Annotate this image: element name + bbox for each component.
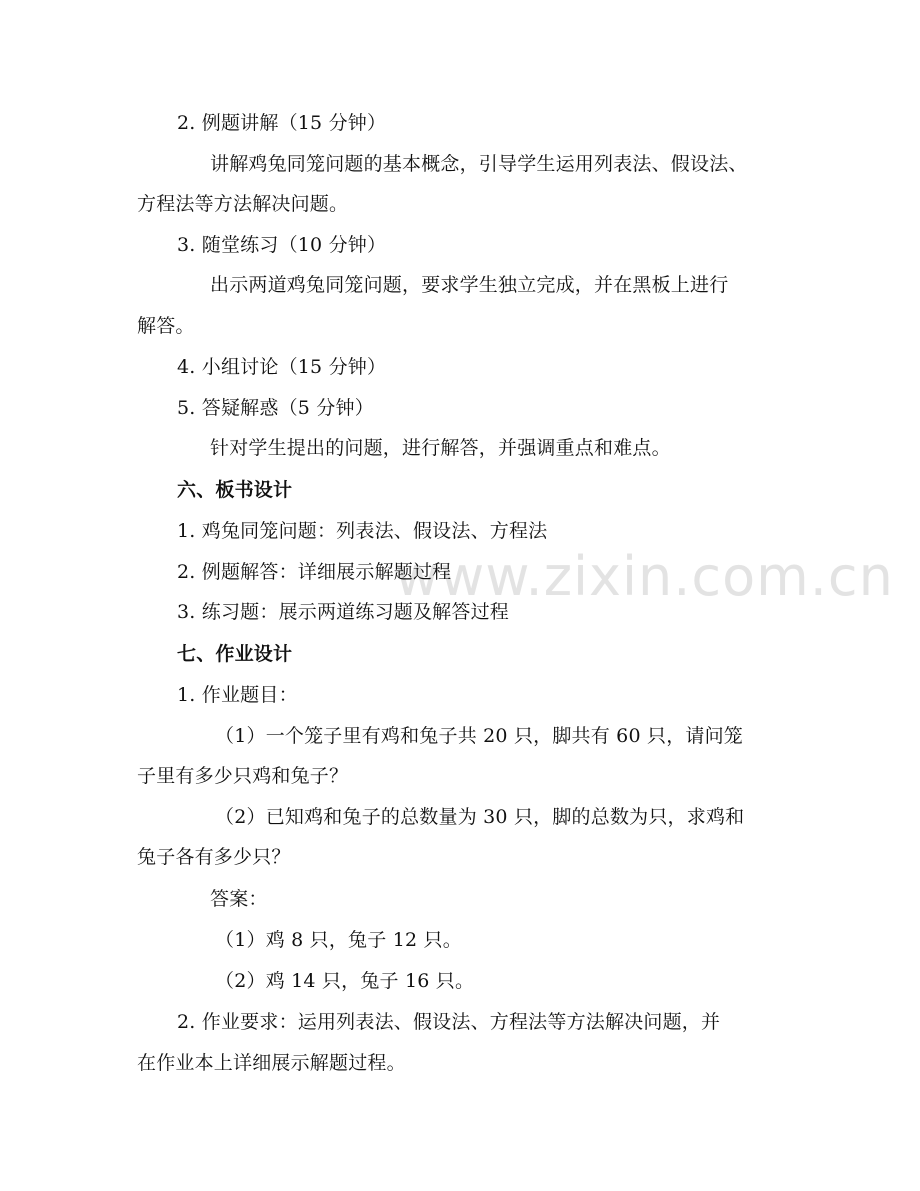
question-line: 子里有多少只鸡和兔子？ (137, 765, 349, 787)
section-item-practice: 3. 随堂练习（10 分钟） (177, 234, 387, 256)
section-heading-homework: 七、作业设计 (177, 643, 293, 665)
question-line: （2）已知鸡和兔子的总数量为 30 只，脚的总数为只，求鸡和 (215, 806, 745, 828)
list-item: 2. 例题解答：详细展示解题过程 (177, 561, 452, 583)
list-item: 1. 作业题目： (177, 684, 298, 706)
paragraph-line: 解答。 (137, 315, 195, 337)
section-item-discussion: 4. 小组讨论（15 分钟） (177, 356, 387, 378)
answer-line: （1）鸡 8 只，兔子 12 只。 (215, 929, 462, 951)
paragraph-line: 在作业本上详细展示解题过程。 (137, 1052, 406, 1074)
question-line: 兔子各有多少只？ (137, 846, 291, 868)
watermark: www.zixin.com.cn (395, 545, 894, 608)
section-item-qa: 5. 答疑解惑（5 分钟） (177, 397, 374, 419)
answer-line: （2）鸡 14 只，兔子 16 只。 (215, 970, 475, 992)
list-item: 3. 练习题：展示两道练习题及解答过程 (177, 601, 509, 623)
paragraph-line: 针对学生提出的问题，进行解答，并强调重点和难点。 (210, 437, 671, 459)
paragraph-line: 出示两道鸡兔同笼问题，要求学生独立完成，并在黑板上进行 (210, 274, 729, 296)
paragraph-line: 讲解鸡兔同笼问题的基本概念，引导学生运用列表法、假设法、 (210, 153, 748, 175)
section-heading-board-design: 六、板书设计 (177, 479, 293, 501)
answer-label: 答案： (210, 888, 268, 910)
paragraph-line: 方程法等方法解决问题。 (137, 193, 349, 215)
list-item: 2. 作业要求：运用列表法、假设法、方程法等方法解决问题，并 (177, 1011, 721, 1033)
section-item-example: 2. 例题讲解（15 分钟） (177, 112, 387, 134)
list-item: 1. 鸡兔同笼问题：列表法、假设法、方程法 (177, 520, 548, 542)
question-line: （1）一个笼子里有鸡和兔子共 20 只，脚共有 60 只，请问笼 (215, 725, 744, 747)
